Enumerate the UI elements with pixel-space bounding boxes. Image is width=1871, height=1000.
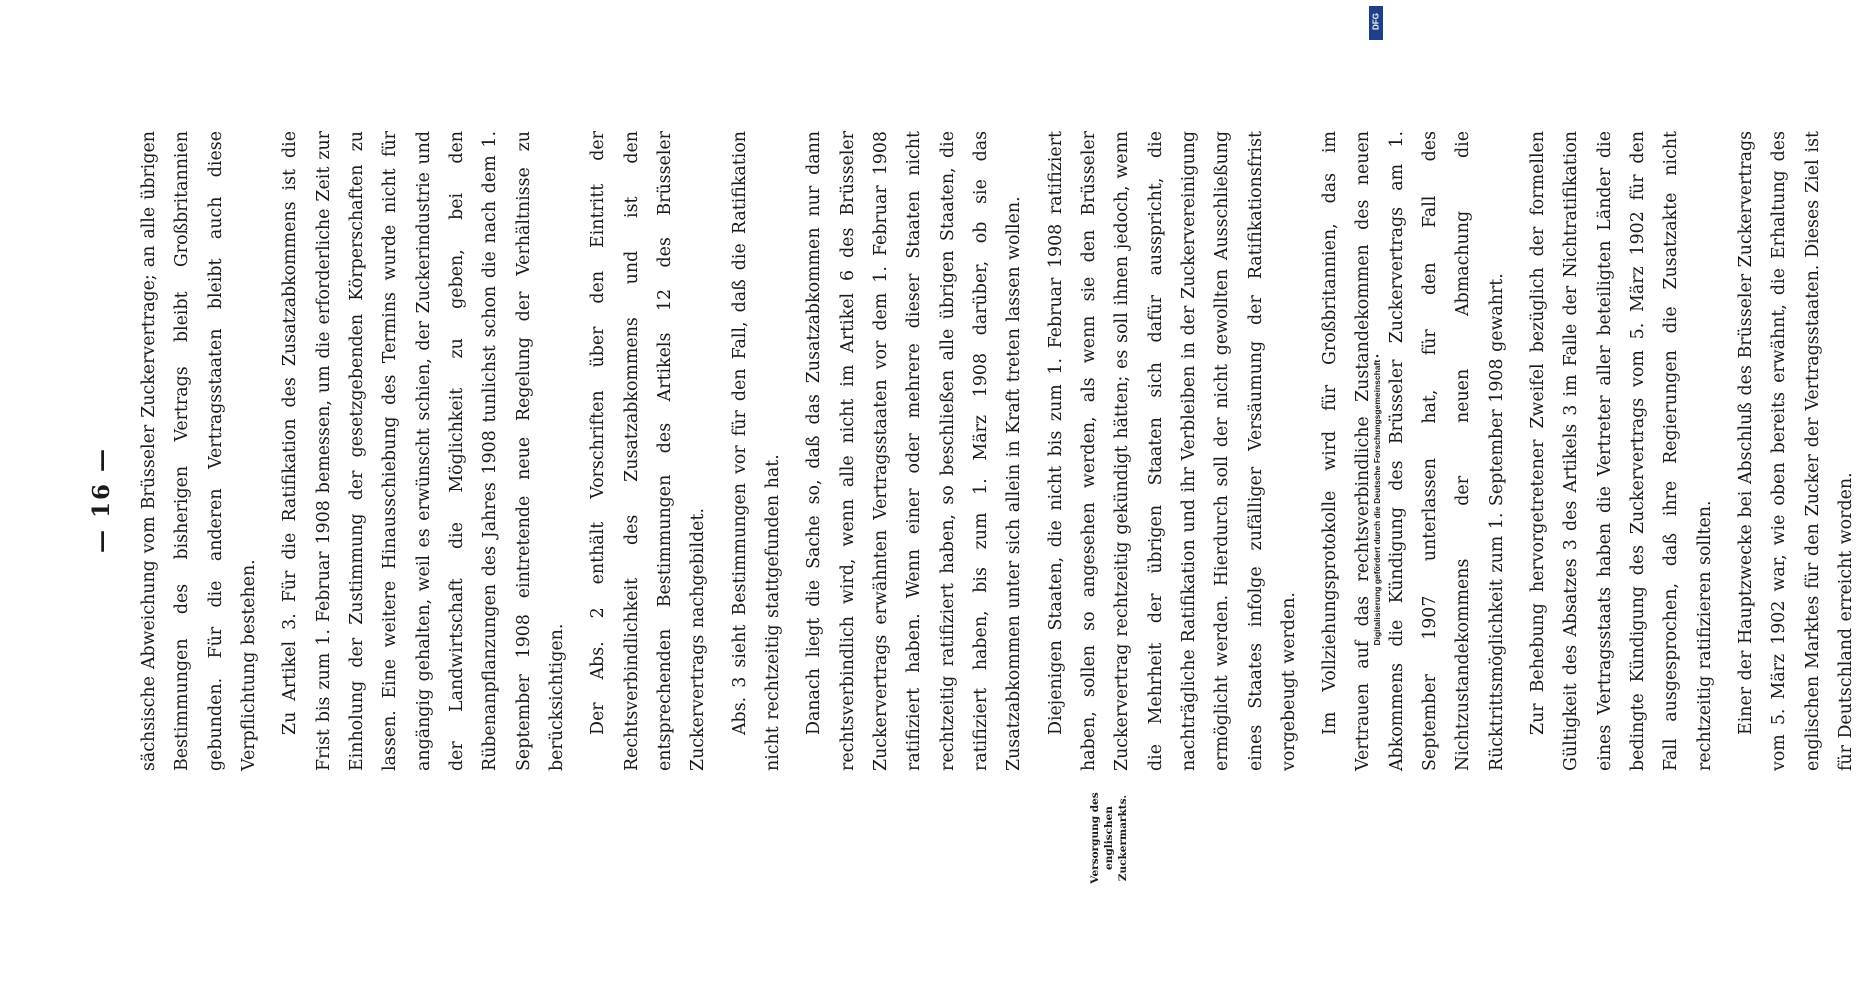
margin-note-line-1: Versorgung des: [1089, 792, 1101, 884]
margin-note-line-2: englischen Zuckermarkts.: [1103, 794, 1130, 882]
paragraph-3: Der Abs. 2 enthält Vorschriften über den Eintritt der Rechtsverbindlichkeit des Zusatzabkommens und ist den entsprechenden Bestimmungen des Artikels 12 des Brüsseler Zuckervertrags nachgebildet.: [588, 131, 709, 771]
paragraph-2: Zu Artikel 3. Für die Ratifikation des Zusatzabkommens ist die Frist bis zum 1. Februar 1908 bemessen, um die erforderliche Zeit zur Einholung der Zustimmung der gesetzgebenden Körperschaften zu lassen. Eine weitere Hinausschiebung des Termins wurde nicht für angängig gehalten, weil es erwünscht schien, der Zuckerindustrie und der Landwirtschaft die Möglichkeit zu geben, bei den Rübenanpflanzungen des Jahres 1908 tunlichst schon die nach dem 1. September 1908 eintretende neue Regelung der Verhältnisse zu berücksichtigen.: [280, 131, 567, 771]
digitization-credit: [1371, 0, 1383, 1000]
paragraph-8: Zur Behebung hervorgetretener Zweifel bezüglich der formellen Gültigkeit des Absatzes 3 des Artikels 3 im Falle der Nichtratifikation eines Vertragsstaats haben die Vertreter aller beteiligten Länder die bedingte Kündigung des Zuckervertrags vom 5. März 1902 für den Fall ausgesprochen, daß ihre Regierungen die Zusatzakte nicht rechtzeitig ratifizieren sollten.: [1528, 131, 1715, 771]
paragraph-9: Einer der Hauptzwecke bei Abschluß des Brüsseler Zuckervertrags vom 5. März 1902 war, wie oben bereits erwähnt, die Erhaltung des englischen Marktes für den Zucker der Vertragsstaaten. Dieses Ziel ist für Deutschland erreicht worden.: [1736, 131, 1857, 771]
page-number: — 16 —: [88, 446, 115, 554]
paragraph-4: Abs. 3 sieht Bestimmungen vor für den Fall, daß die Ratifikation nicht rechtzeitig stattgefunden hat.: [729, 131, 783, 771]
paragraph-5: Danach liegt die Sache so, daß das Zusatzabkommen nur dann rechtsverbindlich wird, wenn alle nicht im Artikel 6 des Brüsseler Zuckervertrags erwähnten Vertragsstaaten vor dem 1. Februar 1908 ratifiziert haben. Wenn einer oder mehrere dieser Staaten nicht rechtzeitig ratifiziert haben, so beschließen alle übrigen Staaten, die ratifiziert haben, bis zum 1. März 1908 darüber, ob sie das Zusatzabkommen unter sich allein in Kraft treten lassen wollen.: [804, 131, 1025, 771]
paragraph-1: sächsische Abweichung vom Brüsseler Zuckervertrage; an alle übrigen Bestimmungen des bisherigen Vertrags bleibt Großbritannien gebunden. Für die anderen Vertragsstaaten bleibt auch diese Verpflichtung bestehen.: [139, 131, 259, 771]
dfg-logo-icon: [1369, 6, 1383, 40]
paragraph-7: Im Vollziehungsprotokolle wird für Großbritannien, das im Vertrauen auf das rechtsverbindliche Zustandekommen des neuen Abkommens die Kündigung des Brüsseler Zuckervertrags am 1. September 1907 unterlassen hat, für den Fall des Nichtzustandekommens der neuen Abmachung die Rücktrittsmöglichkeit zum 1. September 1908 gewahrt.: [1320, 131, 1507, 771]
margin-note: [1088, 778, 1131, 898]
dfg-logo-text: DFG: [1371, 13, 1381, 30]
paragraph-6: Diejenigen Staaten, die nicht bis zum 1. Februar 1908 ratifiziert haben, sollen so angesehen werden, als wenn sie den Brüsseler Zuckervertrag rechtzeitig gekündigt hätten; es soll ihnen jedoch, wenn die Mehrheit der übrigen Staaten sich dafür ausspricht, die nachträgliche Ratifikation und ihr Verbleiben in der Zuckervereinigung ermöglicht werden. Hierdurch soll der nicht gewollten Ausschließung eines Staates infolge zufälliger Versäumung der Ratifikationsfrist vorgebeugt werden.: [1045, 131, 1299, 771]
credit-text: Digitalisierung gefördert durch die Deutsche Forschungsgemeinschaft •: [1372, 354, 1382, 646]
body-text: [133, 131, 1871, 771]
